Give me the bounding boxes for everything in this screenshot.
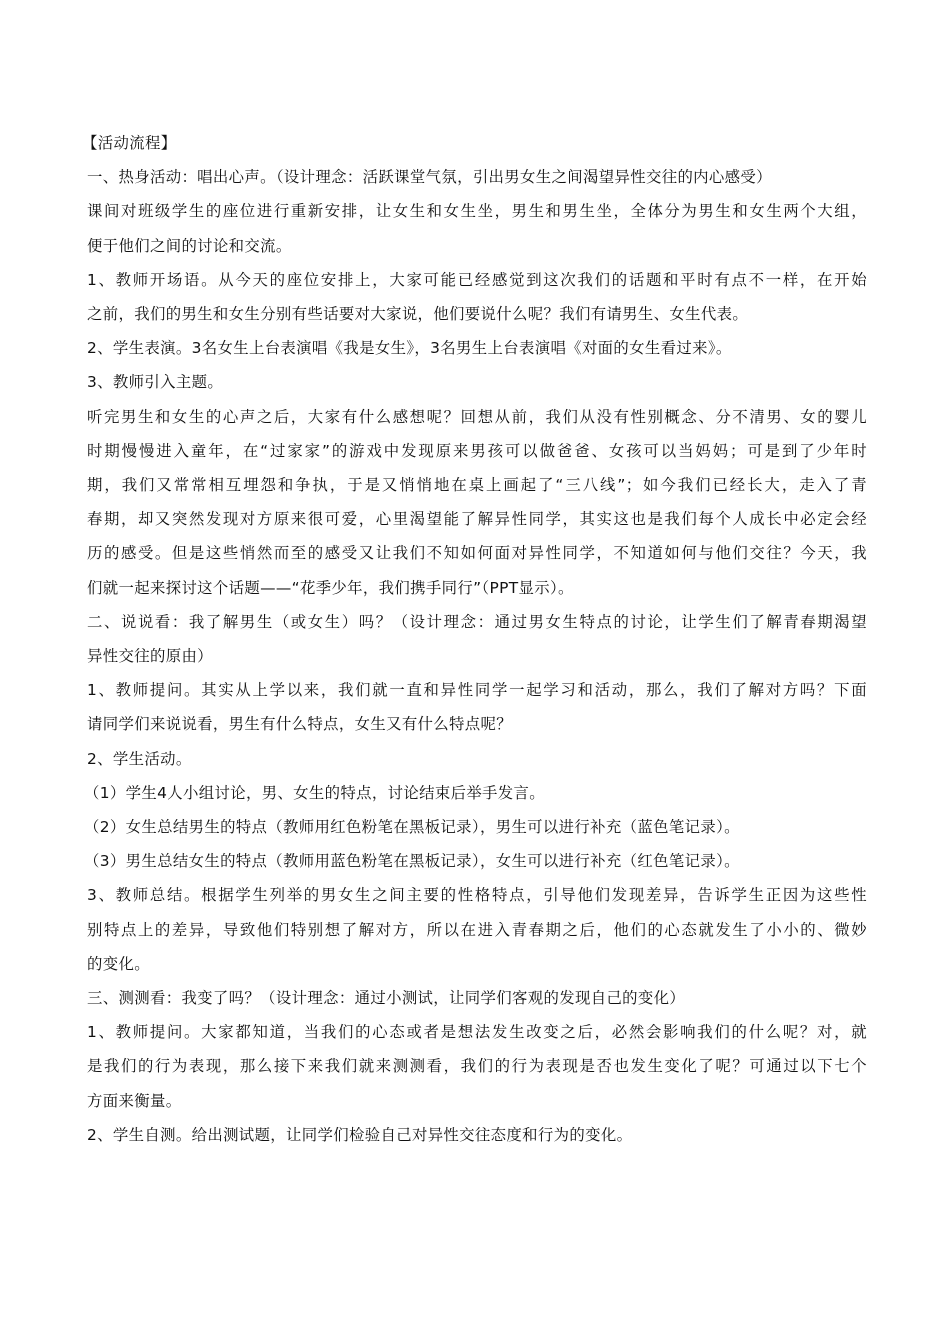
paragraph-line: 1、教师提问。其实从上学以来，我们就一直和异性同学一起学习和活动，那么，我们了解对方吗？下面 bbox=[87, 681, 867, 700]
section-2-heading: 二、说说看：我了解男生（或女生）吗？（设计理念：通过男女生特点的讨论，让学生们了解青春期渴望 bbox=[87, 612, 867, 631]
paragraph-line: 是我们的行为表现，那么接下来我们就来测测看，我们的行为表现是否也发生变化了呢？可通过以下七个 bbox=[87, 1057, 867, 1076]
paragraph-line: 们就一起来探讨这个话题——“花季少年，我们携手同行”（PPT显示）。 bbox=[87, 578, 574, 597]
paragraph-line: 课间对班级学生的座位进行重新安排，让女生和女生坐，男生和男生坐，全体分为男生和女生两个大组， bbox=[87, 202, 867, 221]
paragraph-line: 1、教师开场语。从今天的座位安排上，大家可能已经感觉到这次我们的话题和平时有点不一样，在开始 bbox=[87, 270, 867, 289]
section-2-heading-cont: 异性交往的原由） bbox=[87, 647, 213, 666]
paragraph-line: 2、学生表演。3名女生上台表演唱《我是女生》，3名男生上台表演唱《对面的女生看过来》。 bbox=[87, 339, 732, 358]
section-3-heading: 三、测测看：我变了吗？（设计理念：通过小测试，让同学们客观的发现自己的变化） bbox=[87, 989, 686, 1008]
paragraph-line: 3、教师引入主题。 bbox=[87, 373, 224, 392]
paragraph-line: 之前，我们的男生和女生分别有些话要对大家说，他们要说什么呢？我们有请男生、女生代表。 bbox=[87, 305, 749, 324]
paragraph-line: 历的感受。但是这些悄然而至的感受又让我们不知如何面对异性同学，不知道如何与他们交往？今天，我 bbox=[87, 544, 867, 563]
paragraph-line: 时期慢慢进入童年，在“过家家”的游戏中发现原来男孩可以做爸爸、女孩可以当妈妈；可是到了少年时 bbox=[87, 441, 867, 460]
paragraph-line: 期，我们又常常相互埋怨和争执，于是又悄悄地在桌上画起了“三八线”；如今我们已经长大，走入了青 bbox=[87, 476, 867, 495]
paragraph-line: 2、学生自测。给出测试题，让同学们检验自己对异性交往态度和行为的变化。 bbox=[87, 1125, 633, 1144]
sub-item: （2）女生总结男生的特点（教师用红色粉笔在黑板记录），男生可以进行补充（蓝色笔记录）。 bbox=[84, 818, 740, 837]
section-1-heading: 一、热身活动：唱出心声。（设计理念：活跃课堂气氛，引出男女生之间渴望异性交往的内心感受） bbox=[87, 168, 772, 187]
paragraph-line: 别特点上的差异，导致他们特别想了解对方，所以在进入青春期之后，他们的心态就发生了小小的、微妙 bbox=[87, 920, 867, 939]
paragraph-line: 1、教师提问。大家都知道，当我们的心态或者是想法发生改变之后，必然会影响我们的什么呢？对，就 bbox=[87, 1023, 867, 1042]
paragraph-line: 方面来衡量。 bbox=[87, 1091, 182, 1110]
paragraph-line: 请同学们来说说看，男生有什么特点，女生又有什么特点呢？ bbox=[87, 715, 512, 734]
paragraph-line: 的变化。 bbox=[87, 954, 150, 973]
paragraph-line: 春期，却又突然发现对方原来很可爱，心里渴望能了解异性同学，其实这也是我们每个人成长中必定会经 bbox=[87, 510, 867, 529]
document-body bbox=[82, 126, 867, 1152]
sub-item: （3）男生总结女生的特点（教师用蓝色粉笔在黑板记录），女生可以进行补充（红色笔记录）。 bbox=[84, 852, 740, 871]
paragraph-line: 便于他们之间的讨论和交流。 bbox=[87, 236, 292, 255]
paragraph-line: 3、教师总结。根据学生列举的男女生之间主要的性格特点，引导他们发现差异，告诉学生正因为这些性 bbox=[87, 886, 867, 905]
sub-item: （1）学生4人小组讨论，男、女生的特点，讨论结束后举手发言。 bbox=[84, 783, 546, 802]
paragraph-line: 听完男生和女生的心声之后，大家有什么感想呢？回想从前，我们从没有性别概念、分不清男、女的婴儿 bbox=[87, 407, 867, 426]
paragraph-line: 2、学生活动。 bbox=[87, 749, 192, 768]
activity-flow-heading: 【活动流程】 bbox=[82, 134, 177, 152]
